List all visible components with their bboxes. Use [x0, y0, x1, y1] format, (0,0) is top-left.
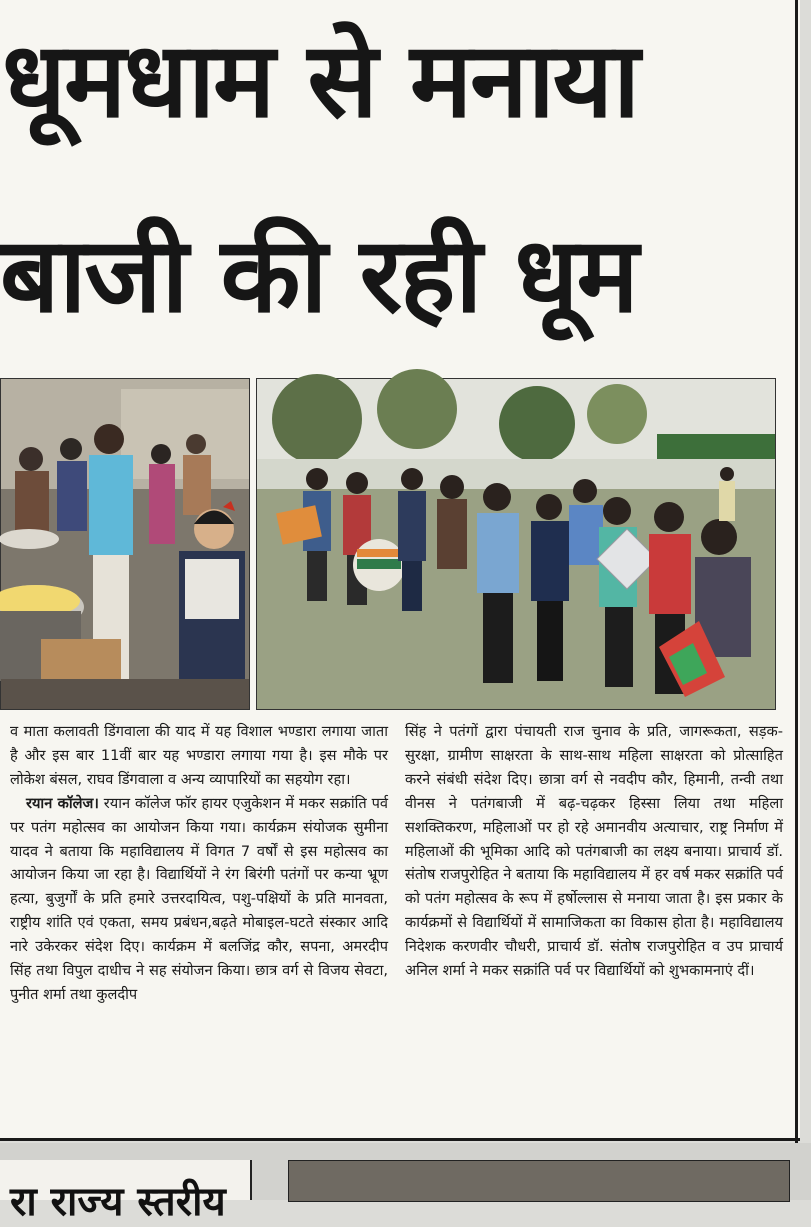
- kite-festival-photo-illustration: [257, 379, 775, 709]
- bhandara-photo-illustration: [1, 379, 249, 709]
- next-article-box: [0, 1160, 252, 1225]
- dateline: रयान कॉलेज।: [26, 794, 99, 812]
- article-column-2: [405, 720, 783, 983]
- headline-line-2: बाजी की रही धूम: [0, 214, 637, 336]
- article-paragraph: व माता कलावती डिंगवाला की याद में यह विशाल भण्डारा लगाया जाता है और इस बार 11वीं बार यह भण्डारा लगाया गया है। इस मौके पर लोकेश बंसल, राघव डिंगवाला व अन्य व्यापारियों का सहयोग रहा।: [10, 723, 388, 788]
- article-paragraph: सिंह ने पतंगों द्वारा पंचायती राज चुनाव के प्रति, जागरूकता, सड़क-सुरक्षा, ग्रामीण साक्षरता के साथ-साथ महिला साक्षरता को प्रोत्साहित करने संबंधी संदेश दिए। छात्रा वर्ग से नवदीप कौर, हिमानी, तन्वी तथा वीनस ने पतंगबाजी में बढ़-चढ़कर हिस्सा लिया तथा महिला सशक्तिकरण, महिलाओं पर हो रहे अमानवीय अत्याचार, राष्ट्र निर्माण में महिलाओं की भूमिका आदि को पतंगबाजी का लक्ष्य बनाया। प्राचार्य डॉ. संतोष राजपुरोहित ने बताया कि महाविद्यालय में हर वर्ष मकर सक्रांति पर्व को पतंग महोत्सव के रूप में हर्षोल्लास से मनाया जाता है। इस प्रकार के कार्यक्रमों से विद्यार्थियों में सामाजिकता का विकास होता है। महाविद्यालय निदेशक करणवीर चौधरी, प्राचार्य डॉ. संतोष राजपुरोहित व उप प्राचार्य अनिल शर्मा ने मकर सक्रांति पर्व पर विद्यार्थियों को शुभकामनाएं दीं।: [405, 723, 783, 980]
- next-article-headline: रा राज्य स्तरीय: [10, 1179, 226, 1225]
- column-rule: [795, 0, 798, 1143]
- article-column-1: [10, 720, 388, 1007]
- section-rule: [0, 1138, 800, 1141]
- article-paragraph: [10, 792, 388, 1007]
- kite-festival-photo: [256, 378, 776, 710]
- headline-line-1: धूमधाम से मनाया: [2, 19, 639, 141]
- bhandara-photo: [0, 378, 250, 710]
- article-text: रयान कॉलेज फॉर हायर एजुकेशन में मकर सक्रांति पर्व पर पतंग महोत्सव का आयोजन किया गया। कार्यक्रम संयोजक सुमीना यादव ने बताया कि महाविद्यालय में विगत 7 वर्षों से इस महोत्सव का आयोजन किया जा रहा है। विद्यार्थियों ने रंग बिरंगी पतंगों पर कन्या भ्रूण हत्या, बुजुर्गों के प्रति हमारे उत्तरदायित्व, पशु-पक्षियों के प्रति मानवता, राष्ट्रीय शांति एवं एकता, समय प्रबंधन,बढ़ते मोबाइल-घटते संस्कार आदि नारे उकेरकर संदेश दिए। कार्यक्रम में बलजिंद्र कौर, सपना, अमरदीप सिंह तथा विपुल दाधीच ने सह संयोजन किया। छात्र वर्ग से विजय सेवटा, पुनीत शर्मा तथा कुलदीप: [10, 794, 388, 1003]
- next-article-photo: [288, 1160, 790, 1202]
